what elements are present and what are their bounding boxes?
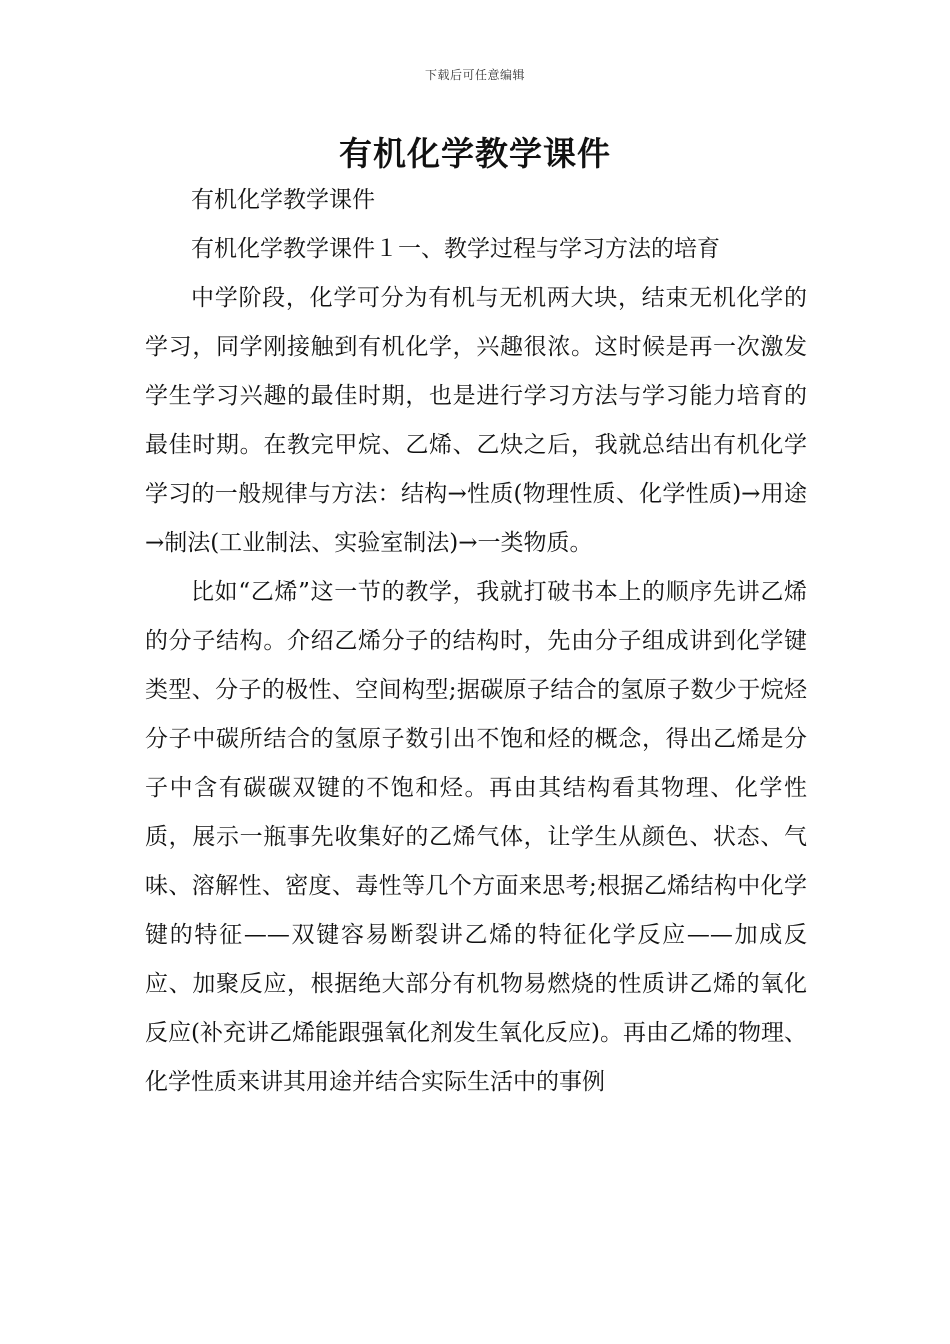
paragraph-subtitle: 有机化学教学课件: [191, 187, 375, 213]
paragraph-intro: 中学阶段，化学可分为有机与无机两大块，结束无机化学的学习，同学刚接触到有机化学，兴趣很浓。这时候是再一次激发学生学习兴趣的最佳时期，也是进行学习方法与学习能力培育的最佳时期。在教完甲烷、乙烯、乙炔之后，我就总结出有机化学学习的一般规律与方法：结构→性质(物理性质、化学性质)→用途→制法(工业制法、实验室制法)→一类物质。: [145, 285, 807, 556]
document-title: 有机化学教学课件: [339, 134, 611, 173]
header-note: 下载后可任意编辑: [424, 68, 525, 82]
paragraph-section-heading: 有机化学教学课件１一、教学过程与学习方法的培育: [191, 236, 720, 262]
document-body: [145, 176, 807, 1107]
paragraph-example: 比如“乙烯”这一节的教学，我就打破书本上的顺序先讲乙烯的分子结构。介绍乙烯分子的结构时，先由分子组成讲到化学键类型、分子的极性、空间构型;据碳原子结合的氢原子数少于烷烃分子中碳所结合的氢原子数引出不饱和烃的概念，得出乙烯是分子中含有碳碳双键的不饱和烃。再由其结构看其物理、化学性质，展示一瓶事先收集好的乙烯气体，让学生从颜色、状态、气味、溶解性、密度、毒性等几个方面来思考;根据乙烯结构中化学键的特征——双键容易断裂讲乙烯的特征化学反应——加成反应、加聚反应，根据绝大部分有机物易燃烧的性质讲乙烯的氧化反应(补充讲乙烯能跟强氧化剂发生氧化反应)。再由乙烯的物理、化学性质来讲其用途并结合实际生活中的事例: [145, 579, 807, 1095]
